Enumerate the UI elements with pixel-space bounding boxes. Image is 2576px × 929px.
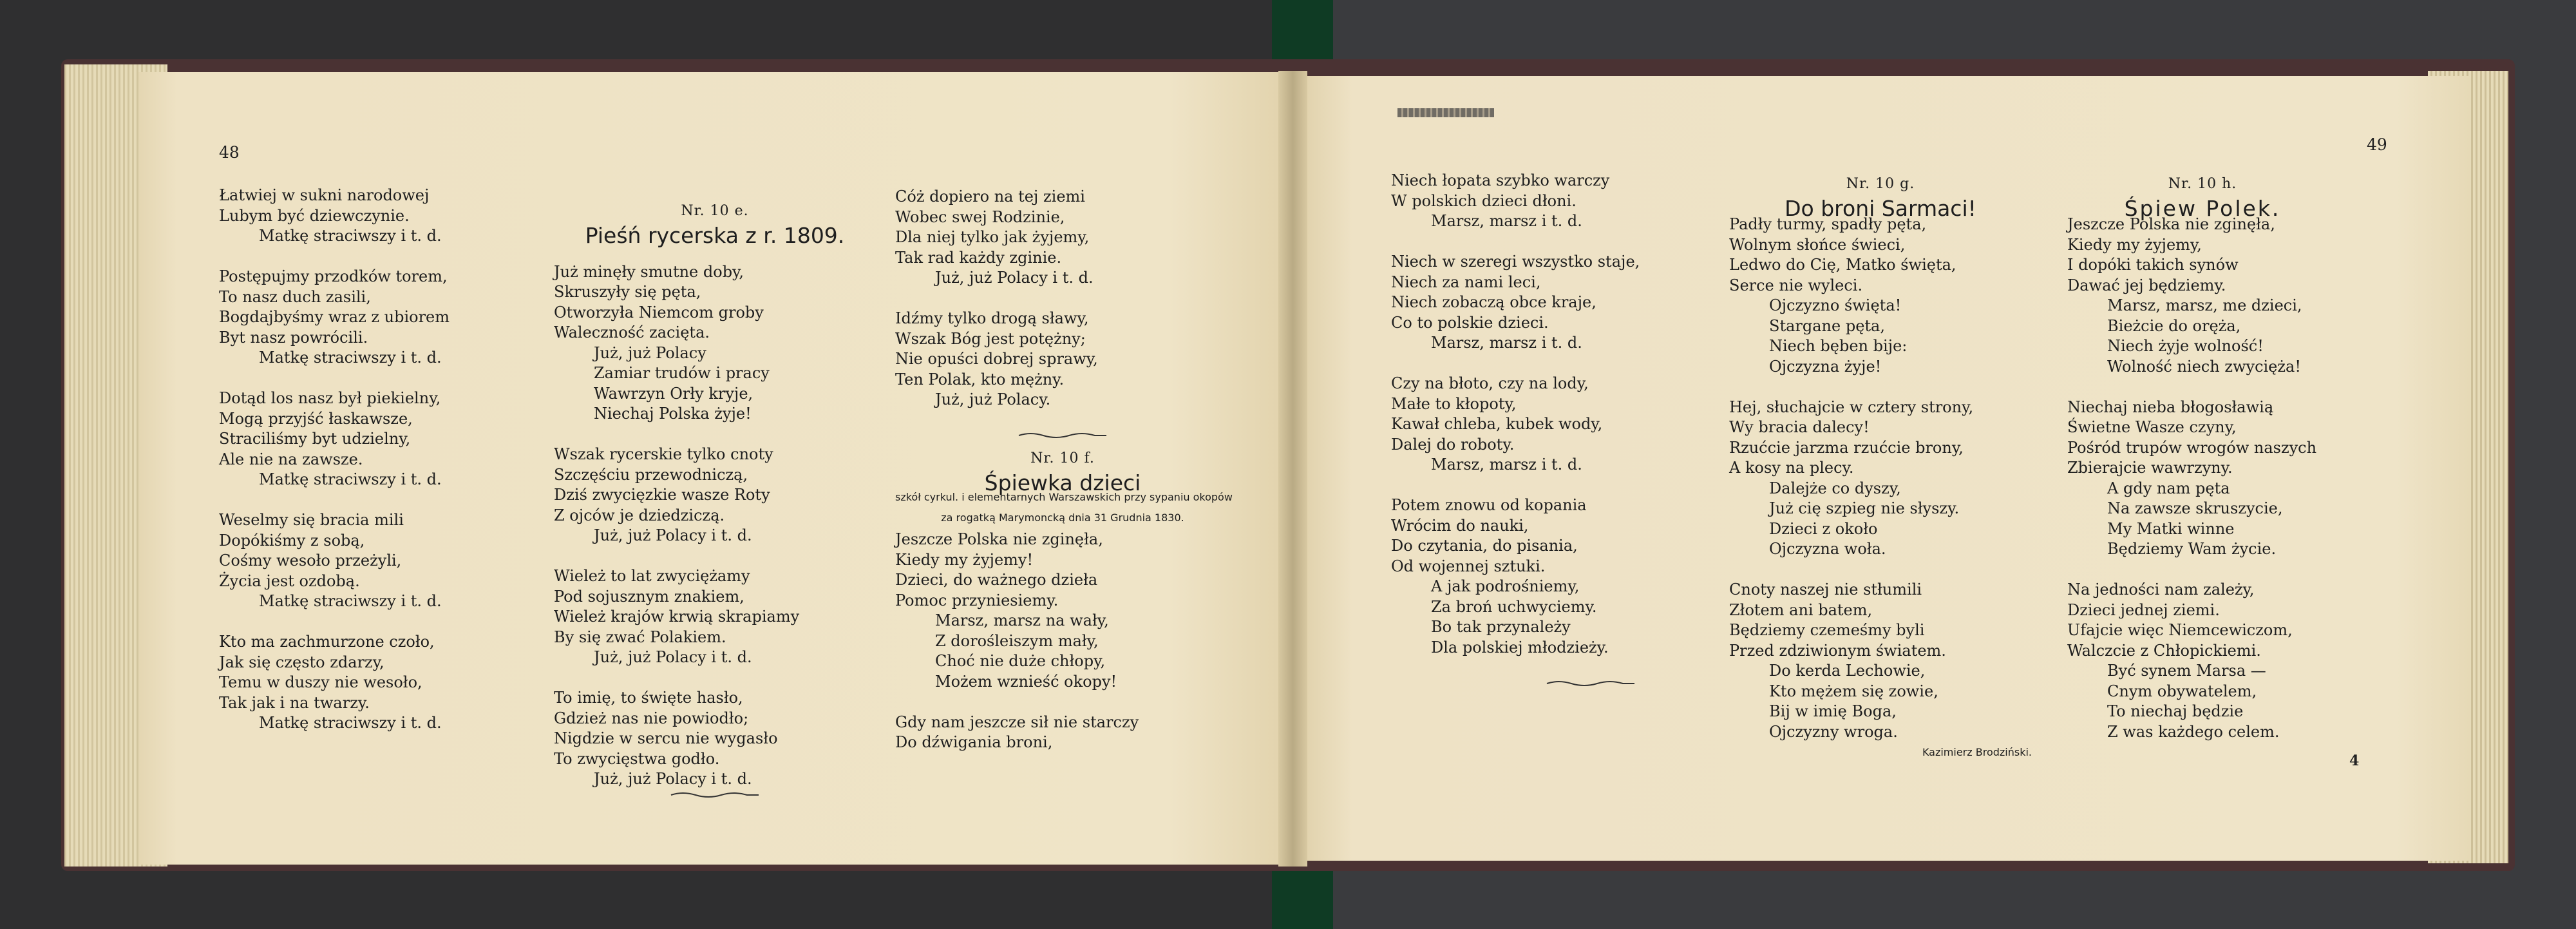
section-number: Nr. 10 f. (1030, 450, 1095, 466)
stanza-gap (219, 490, 489, 511)
stanza-gap (2067, 377, 2338, 397)
verse-line: Z ojców je dziedziczą. (554, 506, 725, 524)
verse-line: Kto mężem się zowie, (1769, 682, 1938, 700)
poem-lines (554, 262, 876, 790)
poem-lines (895, 187, 1230, 410)
verse-line: Byt nasz powrócili. (219, 328, 368, 347)
verse-line: Dotąd los nasz był piekielny, (219, 389, 441, 407)
verse-line: Tak rad każdy zginie. (895, 248, 1062, 267)
poem-title: Pieśń rycerska z r. 1809. (585, 222, 845, 248)
verse-line: Dopókiśmy z sobą, (219, 531, 365, 550)
verse-line: Złotem ani batem, (1729, 600, 1873, 619)
verse-line: Szczęściu przewodniczą, (554, 465, 748, 484)
verse-line: Wieleż to lat zwyciężamy (554, 567, 750, 585)
verse-line: Ufajcie więc Niemcewiczom, (2067, 621, 2293, 639)
verse-line: Małe to kłopoty, (1391, 394, 1517, 413)
verse-line: Czy na błoto, czy na lody, (1391, 374, 1589, 392)
section-number: Nr. 10 h. (2168, 176, 2237, 192)
poem-subtitle: za rogatką Marymoncką dnia 31 Grudnia 1830. (941, 511, 1184, 524)
poem-subtitle: szkół cyrkul. i elementarnych Warszawskich przy sypaniu okopów (895, 491, 1233, 503)
verse-line: Już, już Polacy i t. d. (594, 648, 752, 666)
book-gutter (1278, 71, 1307, 867)
left-column-1 (219, 186, 489, 734)
section-number: Nr. 10 g. (1846, 176, 1915, 192)
library-stamp (1397, 108, 1494, 117)
stanza-gap (895, 289, 1230, 309)
verse-line: Dla polskiej młodzieży. (1431, 638, 1609, 656)
verse-line: Łatwiej w sukni narodowej (219, 186, 430, 204)
verse-line: Matkę straciwszy i t. d. (259, 227, 442, 245)
verse-line: Dzieci z około (1769, 519, 1878, 538)
verse-line: Dzieci jednej ziemi. (2067, 600, 2220, 619)
signature-mark: 4 (2349, 752, 2360, 769)
page-number-left: 48 (219, 143, 240, 162)
stanza-gap (554, 425, 876, 445)
verse-line: Marsz, marsz i t. d. (1431, 334, 1582, 352)
verse-line: Ojczyzny wroga. (1769, 722, 1898, 741)
verse-line: Ojczyzna woła. (1769, 540, 1886, 558)
divider-ornament (670, 790, 760, 800)
verse-line: Mogą przyjść łaskawsze, (219, 409, 413, 428)
verse-line: Lubym być dziewczynie. (219, 206, 410, 225)
verse-line: Będziemy Wam życie. (2107, 540, 2277, 558)
verse-line: Cnoty naszej nie stłumili (1729, 580, 1922, 599)
verse-line: Co to polskie dzieci. (1391, 313, 1549, 332)
verse-line: Wolność niech zwycięża! (2107, 357, 2301, 376)
verse-line: Waleczność zacięta. (554, 323, 710, 341)
verse-line: Gdzież nas nie powiodło; (554, 709, 749, 727)
verse-line: Weselmy się bracia mili (219, 511, 404, 529)
verse-line: Marsz, marsz i t. d. (1431, 455, 1582, 474)
author-signature: Kazimierz Brodziński. (1922, 746, 2032, 758)
verse-line: Z dorośleiszym mały, (935, 631, 1099, 650)
verse-line: Straciliśmy byt udzielny, (219, 430, 411, 448)
verse-line: Do kerda Lechowie, (1769, 662, 1926, 680)
verse-line: Już, już Polacy i t. d. (594, 526, 752, 544)
poem-lines (1391, 171, 1700, 658)
verse-line: To nasz duch zasili, (219, 287, 371, 306)
verse-line: Dla niej tylko jak żyjemy, (895, 228, 1090, 246)
verse-line: Wszak Bóg jest potężny; (895, 329, 1086, 348)
verse-line: Skruszyły się pęta, (554, 283, 701, 301)
section-number: Nr. 10 e. (681, 203, 749, 219)
verse-line: Idźmy tylko drogą sławy, (895, 309, 1089, 327)
verse-line: Stargane pęta, (1769, 316, 1885, 335)
verse-line: Do czytania, do pisania, (1391, 537, 1578, 555)
verse-line: Kiedy my żyjemy! (895, 550, 1034, 569)
verse-line: Kiedy my żyjemy, (2067, 235, 2202, 254)
verse-line: Jeszcze Polska nie zginęła, (2067, 215, 2275, 233)
stanza-gap (219, 369, 489, 389)
verse-line: Za broń uchwyciemy. (1431, 597, 1597, 616)
verse-line: Ten Polak, kto mężny. (895, 370, 1065, 388)
verse-line: Wolnym słońce świeci, (1729, 235, 1906, 254)
verse-line: Dalejże co dyszy, (1769, 479, 1901, 497)
verse-line: Wy bracia dalecy! (1729, 418, 1870, 436)
verse-line: Temu w duszy nie wesoło, (219, 673, 422, 691)
verse-line: Serce nie wyleci. (1729, 276, 1863, 294)
poem-title: Śpiewka dzieci (984, 470, 1141, 495)
poem-title: Do broni Sarmaci! (1785, 195, 1976, 221)
verse-line: Marsz, marsz na wały, (935, 611, 1109, 629)
page-number-right: 49 (2367, 135, 2387, 154)
verse-line: Już, już Polacy (594, 343, 706, 362)
verse-line: Cnym obywatelem, (2107, 682, 2257, 700)
verse-line: Ledwo do Cię, Matko święta, (1729, 256, 1956, 274)
verse-line: Już minęły smutne doby, (554, 262, 744, 281)
verse-line: Walczcie z Chłopickiemi. (2067, 641, 2261, 660)
right-column-1 (1391, 171, 1700, 689)
verse-line: Matkę straciwszy i t. d. (259, 714, 442, 732)
verse-line: Otworzyła Niemcom groby (554, 303, 764, 321)
verse-line: W polskich dzieci dłoni. (1391, 191, 1577, 210)
stanza-gap (1391, 354, 1700, 374)
poem-lines (895, 530, 1230, 753)
verse-line: Możem wznieść okopy! (935, 672, 1117, 691)
verse-line: Niech żyje wolność! (2107, 337, 2264, 355)
verse-line: Marsz, marsz, me dzieci, (2107, 296, 2302, 314)
verse-line: Kto ma zachmurzone czoło, (219, 633, 435, 651)
verse-line: A gdy nam pęta (2107, 479, 2230, 497)
verse-line: Na zawsze skruszycie, (2107, 499, 2283, 517)
verse-line: Będziemy czemeśmy byli (1729, 621, 1925, 639)
poem-title: Śpiew Polek. (2124, 195, 2281, 221)
verse-line: Już, już Polacy. (935, 390, 1051, 408)
verse-line: Bo tak przynależy (1431, 618, 1571, 636)
verse-line: Od wojennej sztuki. (1391, 557, 1546, 575)
verse-line: Cóż dopiero na tej ziemi (895, 187, 1085, 206)
verse-line: Dawać jej będziemy. (2067, 276, 2226, 294)
verse-line: Przed zdziwionym światem. (1729, 641, 1946, 660)
right-column-3 (2067, 174, 2338, 742)
verse-line: Zbierajcie wawrzyny. (2067, 459, 2233, 477)
verse-line: Bogdajbyśmy wraz z ubiorem (219, 308, 450, 326)
verse-line: Padły turmy, spadły pęta, (1729, 215, 1927, 233)
left-column-3 (895, 187, 1233, 753)
stanza-gap (895, 692, 1230, 713)
stanza-gap (2067, 560, 2338, 580)
verse-line: Jeszcze Polska nie zginęła, (895, 530, 1103, 548)
verse-line: Już, już Polacy i t. d. (594, 770, 752, 788)
stanza-gap (1729, 377, 2032, 397)
stanza-gap (219, 247, 489, 267)
verse-line: Wawrzyn Orły kryje, (594, 384, 753, 403)
verse-line: Nie opuści dobrej sprawy, (895, 350, 1098, 368)
verse-line: Niech w szeregi wszystko staje, (1391, 253, 1640, 271)
verse-line: Bieżcie do oręża, (2107, 316, 2241, 335)
verse-line: Być synem Marsa — (2107, 662, 2266, 680)
verse-line: Nigdzie w sercu nie wygasło (554, 729, 778, 747)
verse-line: Dziś zwycięzkie wasze Roty (554, 486, 770, 504)
verse-line: Niech zobaczą obce kraje, (1391, 293, 1596, 311)
verse-line: Wieleż krajów krwią skrapiamy (554, 608, 800, 626)
verse-line: Już cię szpieg nie słyszy. (1769, 499, 1960, 517)
verse-line: Hej, słuchajcie w cztery strony, (1729, 397, 1974, 416)
verse-line: To imię, to święte hasło, (554, 689, 743, 707)
verse-line: Niech łopata szybko warczy (1391, 171, 1610, 189)
stanza-gap (554, 668, 876, 689)
verse-line: Choć nie duże chłopy, (935, 652, 1106, 670)
verse-line: Z was każdego celem. (2107, 722, 2280, 741)
verse-line: Do dźwigania broni, (895, 733, 1053, 751)
verse-line: Pośród trupów wrogów naszych (2067, 438, 2317, 457)
verse-line: To zwycięstwa godło. (554, 749, 720, 768)
verse-line: Dzieci, do ważnego dzieła (895, 571, 1098, 589)
verse-line: Jak się często zdarzy, (219, 653, 384, 671)
verse-line: Pomoc przyniesiemy. (895, 591, 1059, 609)
verse-line: Kawał chleba, kubek wody, (1391, 415, 1603, 433)
verse-line: Na jedności nam zależy, (2067, 580, 2255, 599)
poem-lines (1729, 215, 2032, 742)
verse-line: Niechaj nieba błogosławią (2067, 397, 2274, 416)
verse-line: Dalej do roboty. (1391, 435, 1515, 454)
verse-line: Matkę straciwszy i t. d. (259, 349, 442, 367)
verse-line: Bij w imię Boga, (1769, 702, 1897, 720)
stanza-gap (1391, 232, 1700, 253)
verse-line: Ale nie na zawsze. (219, 450, 363, 468)
verse-line: Potem znowu od kopania (1391, 496, 1587, 514)
verse-line: Niechaj Polska żyje! (594, 405, 752, 423)
verse-line: My Matki winne (2107, 519, 2235, 538)
left-column-2 (554, 201, 876, 800)
divider-ornament (1546, 678, 1636, 689)
right-column-2 (1729, 174, 2032, 763)
stanza-gap (1391, 475, 1700, 496)
verse-line: I dopóki takich synów (2067, 256, 2239, 274)
verse-line: Cośmy wesoło przeżyli, (219, 551, 402, 570)
verse-line: Ojczyzno święta! (1769, 296, 1902, 314)
verse-line: Matkę straciwszy i t. d. (259, 470, 442, 488)
verse-line: Gdy nam jeszcze sił nie starczy (895, 713, 1139, 731)
verse-line: Wszak rycerskie tylko cnoty (554, 445, 773, 463)
verse-line: A jak podrośniemy, (1431, 577, 1580, 595)
verse-line: Postępujmy przodków torem, (219, 267, 448, 285)
verse-line: Zamiar trudów i pracy (594, 364, 770, 382)
verse-line: To niechaj będzie (2107, 702, 2244, 720)
verse-line: Wrócim do nauki, (1391, 516, 1529, 535)
verse-line: Niech za nami leci, (1391, 273, 1541, 291)
verse-line: Pod sojusznym znakiem, (554, 587, 744, 606)
verse-line: Rzućcie jarzma rzućcie brony, (1729, 438, 1964, 457)
verse-line: Niech bęben bije: (1769, 337, 1908, 355)
verse-line: Wobec swej Rodzinie, (895, 207, 1065, 226)
verse-line: Świetne Wasze czyny, (2067, 418, 2237, 436)
stanza-gap (219, 612, 489, 633)
verse-line: By się zwać Polakiem. (554, 627, 726, 646)
verse-line: Matkę straciwszy i t. d. (259, 592, 442, 610)
divider-ornament (1018, 430, 1108, 441)
stanza-gap (554, 546, 876, 567)
verse-line: Marsz, marsz i t. d. (1431, 212, 1582, 230)
verse-line: Tak jak i na twarzy. (219, 693, 370, 712)
verse-line: Już, już Polacy i t. d. (935, 269, 1094, 287)
verse-line: Życia jest ozdobą. (219, 571, 360, 590)
stanza-gap (1729, 560, 2032, 580)
verse-line: Ojczyzna żyje! (1769, 357, 1882, 376)
verse-line: A kosy na plecy. (1729, 459, 1854, 477)
poem-lines (2067, 215, 2338, 742)
